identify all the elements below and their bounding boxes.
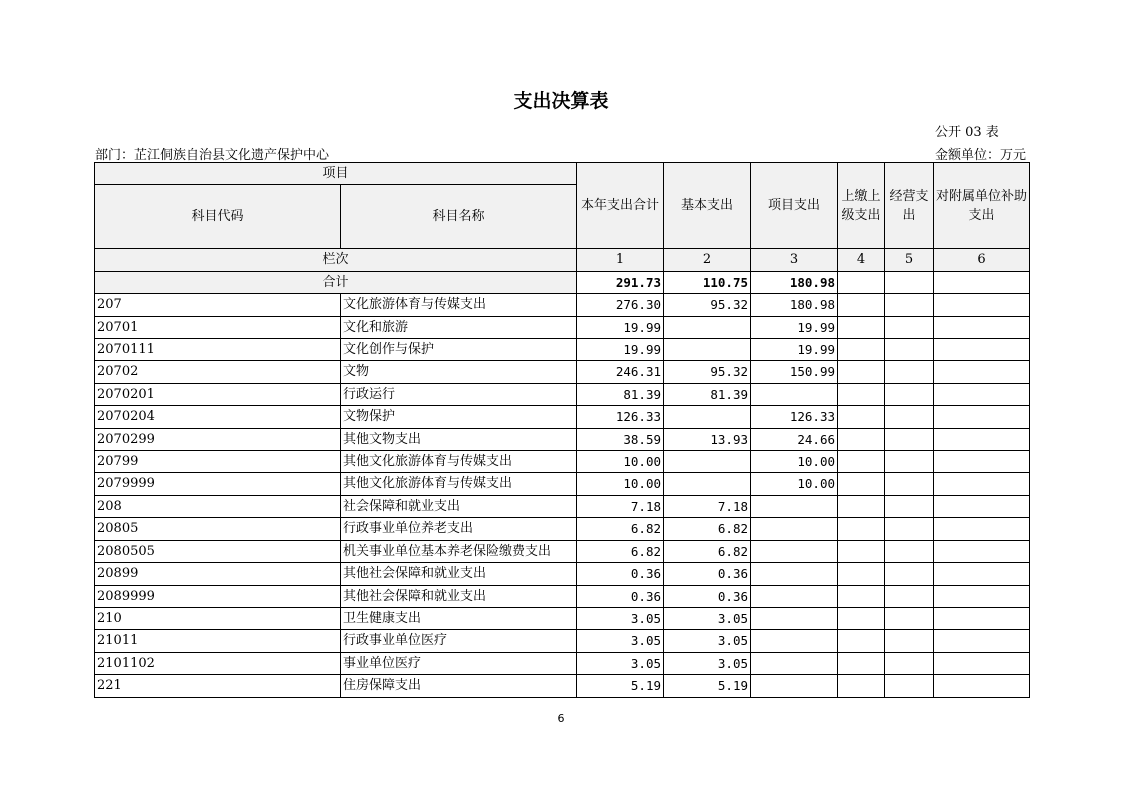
row-basic: 0.36 bbox=[664, 563, 751, 585]
sum-total: 291.73 bbox=[577, 271, 664, 293]
row-code: 20805 bbox=[95, 518, 341, 540]
row-basic: 13.93 bbox=[664, 428, 751, 450]
table-row bbox=[95, 518, 1030, 540]
row-name: 文化和旅游 bbox=[341, 316, 577, 338]
row-total: 3.05 bbox=[577, 607, 664, 629]
row-total: 3.05 bbox=[577, 630, 664, 652]
row-upper bbox=[838, 294, 885, 316]
row-subsidy bbox=[934, 675, 1030, 697]
sum-project: 180.98 bbox=[751, 271, 838, 293]
row-basic bbox=[664, 451, 751, 473]
table-row bbox=[95, 585, 1030, 607]
row-total: 5.19 bbox=[577, 675, 664, 697]
row-upper bbox=[838, 406, 885, 428]
row-business bbox=[885, 630, 934, 652]
row-upper bbox=[838, 361, 885, 383]
row-name: 文化旅游体育与传媒支出 bbox=[341, 294, 577, 316]
row-project bbox=[751, 518, 838, 540]
row-name: 文物 bbox=[341, 361, 577, 383]
table-row bbox=[95, 339, 1030, 361]
sum-business bbox=[885, 271, 934, 293]
row-project bbox=[751, 383, 838, 405]
row-name: 文化创作与保护 bbox=[341, 339, 577, 361]
unit-label: 金额单位：万元 bbox=[935, 148, 1027, 163]
row-basic: 95.32 bbox=[664, 294, 751, 316]
row-upper bbox=[838, 563, 885, 585]
row-subsidy bbox=[934, 451, 1030, 473]
row-business bbox=[885, 675, 934, 697]
row-project bbox=[751, 607, 838, 629]
row-code: 20899 bbox=[95, 563, 341, 585]
project-expense-header: 项目支出 bbox=[751, 163, 838, 249]
row-project: 19.99 bbox=[751, 339, 838, 361]
row-total: 19.99 bbox=[577, 339, 664, 361]
row-name: 其他文化旅游体育与传媒支出 bbox=[341, 473, 577, 495]
page-title: 支出决算表 bbox=[513, 90, 609, 112]
row-total: 7.18 bbox=[577, 495, 664, 517]
row-upper bbox=[838, 518, 885, 540]
row-name: 其他文化旅游体育与传媒支出 bbox=[341, 451, 577, 473]
col-num-6: 6 bbox=[934, 249, 1030, 271]
row-basic bbox=[664, 473, 751, 495]
department-label: 部门：芷江侗族自治县文化遗产保护中心 bbox=[95, 148, 330, 163]
row-basic: 3.05 bbox=[664, 607, 751, 629]
row-total: 276.30 bbox=[577, 294, 664, 316]
row-project: 126.33 bbox=[751, 406, 838, 428]
row-name: 社会保障和就业支出 bbox=[341, 495, 577, 517]
upper-header: 上缴上级支出 bbox=[838, 163, 885, 249]
row-subsidy bbox=[934, 630, 1030, 652]
row-subsidy bbox=[934, 383, 1030, 405]
row-upper bbox=[838, 473, 885, 495]
row-code: 21011 bbox=[95, 630, 341, 652]
row-total: 38.59 bbox=[577, 428, 664, 450]
row-business bbox=[885, 585, 934, 607]
row-basic: 95.32 bbox=[664, 361, 751, 383]
row-name: 其他社会保障和就业支出 bbox=[341, 585, 577, 607]
row-total: 10.00 bbox=[577, 451, 664, 473]
table-row bbox=[95, 361, 1030, 383]
row-name: 行政事业单位养老支出 bbox=[341, 518, 577, 540]
col-num-5: 5 bbox=[885, 249, 934, 271]
table-row bbox=[95, 473, 1030, 495]
row-business bbox=[885, 473, 934, 495]
row-basic: 6.82 bbox=[664, 518, 751, 540]
sum-upper bbox=[838, 271, 885, 293]
row-project: 10.00 bbox=[751, 473, 838, 495]
row-basic: 7.18 bbox=[664, 495, 751, 517]
row-total: 6.82 bbox=[577, 518, 664, 540]
row-code: 207 bbox=[95, 294, 341, 316]
sum-subsidy bbox=[934, 271, 1030, 293]
table-row bbox=[95, 652, 1030, 674]
table-body bbox=[95, 294, 1030, 697]
row-project bbox=[751, 675, 838, 697]
sum-label: 合计 bbox=[95, 271, 577, 293]
row-project bbox=[751, 652, 838, 674]
row-business bbox=[885, 339, 934, 361]
row-project: 19.99 bbox=[751, 316, 838, 338]
row-name: 行政运行 bbox=[341, 383, 577, 405]
row-business bbox=[885, 563, 934, 585]
row-code: 221 bbox=[95, 675, 341, 697]
table-row bbox=[95, 495, 1030, 517]
row-upper bbox=[838, 339, 885, 361]
row-upper bbox=[838, 630, 885, 652]
row-business bbox=[885, 428, 934, 450]
row-upper bbox=[838, 451, 885, 473]
row-project bbox=[751, 630, 838, 652]
row-code: 20701 bbox=[95, 316, 341, 338]
row-code: 2089999 bbox=[95, 585, 341, 607]
row-business bbox=[885, 607, 934, 629]
row-business bbox=[885, 451, 934, 473]
row-name: 其他文物支出 bbox=[341, 428, 577, 450]
row-upper bbox=[838, 607, 885, 629]
basic-header: 基本支出 bbox=[664, 163, 751, 249]
row-business bbox=[885, 518, 934, 540]
sum-basic: 110.75 bbox=[664, 271, 751, 293]
row-upper bbox=[838, 540, 885, 562]
row-code: 2070111 bbox=[95, 339, 341, 361]
row-code: 2079999 bbox=[95, 473, 341, 495]
form-number: 公开 03 表 bbox=[935, 125, 999, 140]
table-row bbox=[95, 316, 1030, 338]
row-name: 文物保护 bbox=[341, 406, 577, 428]
row-business bbox=[885, 383, 934, 405]
row-code: 210 bbox=[95, 607, 341, 629]
row-project: 180.98 bbox=[751, 294, 838, 316]
row-code: 20799 bbox=[95, 451, 341, 473]
table-row bbox=[95, 563, 1030, 585]
row-name: 机关事业单位基本养老保险缴费支出 bbox=[341, 540, 577, 562]
name-header: 科目名称 bbox=[341, 185, 577, 249]
row-subsidy bbox=[934, 607, 1030, 629]
row-subsidy bbox=[934, 473, 1030, 495]
table-row bbox=[95, 540, 1030, 562]
row-total: 0.36 bbox=[577, 585, 664, 607]
row-basic: 6.82 bbox=[664, 540, 751, 562]
col-num-1: 1 bbox=[577, 249, 664, 271]
row-business bbox=[885, 495, 934, 517]
row-upper bbox=[838, 585, 885, 607]
row-business bbox=[885, 652, 934, 674]
table-row bbox=[95, 451, 1030, 473]
row-code: 2070201 bbox=[95, 383, 341, 405]
expenditure-table bbox=[94, 162, 1030, 698]
col-num-2: 2 bbox=[664, 249, 751, 271]
subsidy-header: 对附属单位补助支出 bbox=[934, 163, 1030, 249]
row-total: 126.33 bbox=[577, 406, 664, 428]
row-upper bbox=[838, 428, 885, 450]
col-num-3: 3 bbox=[751, 249, 838, 271]
row-upper bbox=[838, 652, 885, 674]
row-upper bbox=[838, 675, 885, 697]
row-business bbox=[885, 361, 934, 383]
table-row bbox=[95, 294, 1030, 316]
row-subsidy bbox=[934, 316, 1030, 338]
row-subsidy bbox=[934, 339, 1030, 361]
row-code: 2101102 bbox=[95, 652, 341, 674]
business-header: 经营支出 bbox=[885, 163, 934, 249]
row-subsidy bbox=[934, 495, 1030, 517]
row-upper bbox=[838, 316, 885, 338]
row-upper bbox=[838, 383, 885, 405]
row-total: 6.82 bbox=[577, 540, 664, 562]
table-row bbox=[95, 675, 1030, 697]
row-business bbox=[885, 540, 934, 562]
row-project bbox=[751, 563, 838, 585]
row-code: 208 bbox=[95, 495, 341, 517]
row-subsidy bbox=[934, 652, 1030, 674]
row-subsidy bbox=[934, 518, 1030, 540]
row-code: 20702 bbox=[95, 361, 341, 383]
row-upper bbox=[838, 495, 885, 517]
row-project: 10.00 bbox=[751, 451, 838, 473]
row-basic: 3.05 bbox=[664, 630, 751, 652]
total-header: 本年支出合计 bbox=[577, 163, 664, 249]
row-basic: 3.05 bbox=[664, 652, 751, 674]
table-row bbox=[95, 406, 1030, 428]
table-row bbox=[95, 383, 1030, 405]
table-row bbox=[95, 630, 1030, 652]
row-subsidy bbox=[934, 428, 1030, 450]
table-row bbox=[95, 428, 1030, 450]
row-name: 住房保障支出 bbox=[341, 675, 577, 697]
table-row bbox=[95, 607, 1030, 629]
row-subsidy bbox=[934, 361, 1030, 383]
row-business bbox=[885, 406, 934, 428]
row-basic bbox=[664, 406, 751, 428]
row-total: 246.31 bbox=[577, 361, 664, 383]
row-name: 行政事业单位医疗 bbox=[341, 630, 577, 652]
row-business bbox=[885, 294, 934, 316]
page-number: 6 bbox=[557, 712, 565, 725]
row-business bbox=[885, 316, 934, 338]
project-header: 项目 bbox=[95, 163, 577, 185]
row-basic: 0.36 bbox=[664, 585, 751, 607]
row-total: 0.36 bbox=[577, 563, 664, 585]
row-code: 2070204 bbox=[95, 406, 341, 428]
code-header: 科目代码 bbox=[95, 185, 341, 249]
row-project bbox=[751, 495, 838, 517]
row-total: 81.39 bbox=[577, 383, 664, 405]
row-project: 24.66 bbox=[751, 428, 838, 450]
row-subsidy bbox=[934, 563, 1030, 585]
row-subsidy bbox=[934, 540, 1030, 562]
row-code: 2070299 bbox=[95, 428, 341, 450]
row-name: 事业单位医疗 bbox=[341, 652, 577, 674]
row-basic: 5.19 bbox=[664, 675, 751, 697]
row-name: 其他社会保障和就业支出 bbox=[341, 563, 577, 585]
col-num-4: 4 bbox=[838, 249, 885, 271]
row-project: 150.99 bbox=[751, 361, 838, 383]
row-basic bbox=[664, 316, 751, 338]
row-name: 卫生健康支出 bbox=[341, 607, 577, 629]
row-total: 3.05 bbox=[577, 652, 664, 674]
row-code: 2080505 bbox=[95, 540, 341, 562]
row-basic bbox=[664, 339, 751, 361]
row-subsidy bbox=[934, 406, 1030, 428]
row-project bbox=[751, 585, 838, 607]
column-seq-label: 栏次 bbox=[95, 249, 577, 271]
row-subsidy bbox=[934, 294, 1030, 316]
row-total: 10.00 bbox=[577, 473, 664, 495]
row-subsidy bbox=[934, 585, 1030, 607]
row-project bbox=[751, 540, 838, 562]
row-total: 19.99 bbox=[577, 316, 664, 338]
row-basic: 81.39 bbox=[664, 383, 751, 405]
